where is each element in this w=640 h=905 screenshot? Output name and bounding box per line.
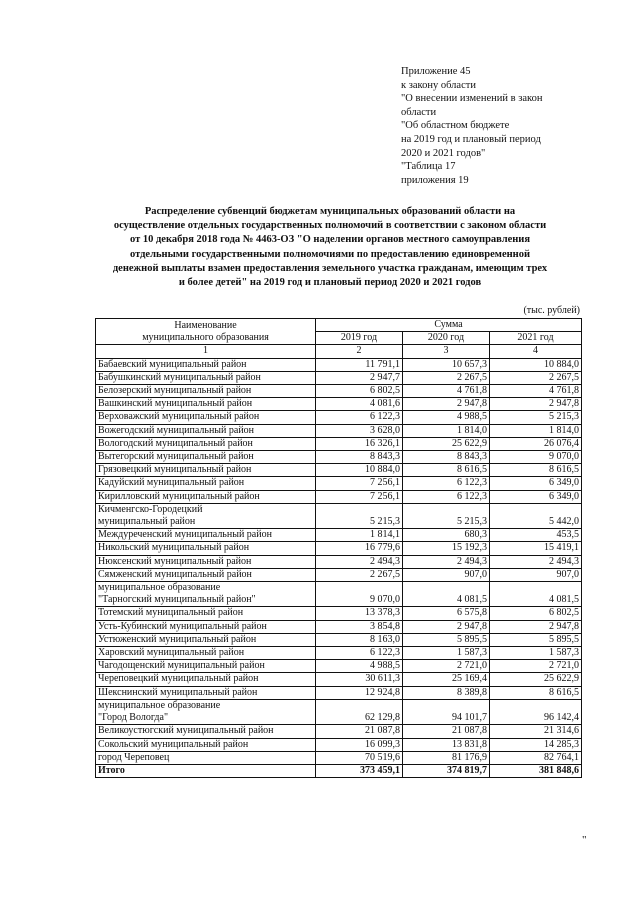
- value-2020: 6 575,8: [403, 607, 490, 620]
- value-2019: 9 070,0: [316, 582, 403, 607]
- header-name-line2: муниципального образования: [142, 332, 269, 344]
- value-2019: 70 519,6: [316, 751, 403, 764]
- municipality-name: [96, 555, 316, 568]
- value-2020: 2 267,5: [403, 371, 490, 384]
- value-2020: 680,3: [403, 529, 490, 542]
- appendix-block: [401, 65, 601, 187]
- value-2019: 3 854,8: [316, 620, 403, 633]
- appendix-line: на 2019 год и плановый период: [401, 133, 541, 145]
- total-2020: 374 819,7: [403, 764, 490, 777]
- value-2020: 25 169,4: [403, 673, 490, 686]
- value-2020: 21 087,8: [403, 725, 490, 738]
- value-2021: 453,5: [490, 529, 582, 542]
- table-row: [96, 424, 582, 437]
- table-row: [96, 607, 582, 620]
- value-2019: 30 611,3: [316, 673, 403, 686]
- municipality-name-line: Никольский муниципальный район: [98, 542, 250, 554]
- value-2021: 6 349,0: [490, 477, 582, 490]
- value-2021: 4 761,8: [490, 385, 582, 398]
- table-row: [96, 358, 582, 371]
- closing-quote: ": [582, 834, 587, 846]
- municipality-name: [96, 477, 316, 490]
- colnum-1: 1: [96, 345, 316, 358]
- municipality-name-line: Харовский муниципальный район: [98, 647, 245, 659]
- value-2019: 6 122,3: [316, 647, 403, 660]
- value-2019: 2 947,7: [316, 371, 403, 384]
- value-2021: 1 814,0: [490, 424, 582, 437]
- municipality-name: [96, 673, 316, 686]
- subvention-table: [95, 318, 582, 778]
- value-2020: 4 761,8: [403, 385, 490, 398]
- value-2020: 8 389,8: [403, 686, 490, 699]
- municipality-name: [96, 385, 316, 398]
- table-header-row: [96, 319, 582, 332]
- table-row: [96, 660, 582, 673]
- value-2021: 5 215,3: [490, 411, 582, 424]
- table-row: [96, 555, 582, 568]
- value-2021: 2 494,3: [490, 555, 582, 568]
- value-2020: 4 988,5: [403, 411, 490, 424]
- value-2021: 8 616,5: [490, 686, 582, 699]
- table-row: [96, 686, 582, 699]
- appendix-line: "Таблица 17: [401, 161, 456, 173]
- value-2021: 2 721,0: [490, 660, 582, 673]
- table-row: [96, 582, 582, 607]
- value-2021: 21 314,6: [490, 725, 582, 738]
- table-row: [96, 411, 582, 424]
- municipality-name-line: муниципальное образование: [98, 699, 221, 711]
- column-number-row: [96, 345, 582, 358]
- value-2019: 3 628,0: [316, 424, 403, 437]
- appendix-line: 2020 и 2021 годов": [401, 147, 486, 159]
- municipality-name-line: Череповецкий муниципальный район: [98, 673, 259, 685]
- value-2019: 11 791,1: [316, 358, 403, 371]
- value-2019: 16 326,1: [316, 437, 403, 450]
- value-2020: 2 947,8: [403, 620, 490, 633]
- municipality-name: [96, 633, 316, 646]
- table-row: [96, 398, 582, 411]
- municipality-name-line: Кичменгско-Городецкий: [98, 503, 203, 515]
- table-row: [96, 385, 582, 398]
- value-2021: 82 764,1: [490, 751, 582, 764]
- municipality-name: [96, 358, 316, 371]
- value-2021: 2 947,8: [490, 398, 582, 411]
- value-2021: 6 802,5: [490, 607, 582, 620]
- value-2021: 10 884,0: [490, 358, 582, 371]
- value-2021: 25 622,9: [490, 673, 582, 686]
- table-row: [96, 437, 582, 450]
- table-row: [96, 542, 582, 555]
- value-2019: 21 087,8: [316, 725, 403, 738]
- header-2021: 2021 год: [490, 332, 582, 345]
- table-row: [96, 738, 582, 751]
- value-2019: 8 163,0: [316, 633, 403, 646]
- colnum-4: 4: [490, 345, 582, 358]
- value-2020: 81 176,9: [403, 751, 490, 764]
- value-2021: 5 895,5: [490, 633, 582, 646]
- value-2019: 16 099,3: [316, 738, 403, 751]
- value-2020: 13 831,8: [403, 738, 490, 751]
- value-2020: 1 814,0: [403, 424, 490, 437]
- value-2021: 15 419,1: [490, 542, 582, 555]
- value-2019: 7 256,1: [316, 490, 403, 503]
- value-2020: 8 843,3: [403, 451, 490, 464]
- municipality-name-line: Бабушкинский муниципальный район: [98, 371, 261, 383]
- header-name: [96, 319, 316, 345]
- municipality-name: [96, 582, 316, 607]
- municipality-name: [96, 451, 316, 464]
- municipality-name: [96, 686, 316, 699]
- value-2020: 1 587,3: [403, 647, 490, 660]
- value-2020: 2 947,8: [403, 398, 490, 411]
- value-2021: 1 587,3: [490, 647, 582, 660]
- total-label: Итого: [96, 764, 316, 777]
- municipality-name: [96, 751, 316, 764]
- value-2019: 8 843,3: [316, 451, 403, 464]
- title-line: и более детей" на 2019 год и плановый период 2020 и 2021 годов: [178, 277, 482, 289]
- value-2020: 25 622,9: [403, 437, 490, 450]
- municipality-name: [96, 503, 316, 528]
- table-row: [96, 451, 582, 464]
- municipality-name-line: муниципальный район: [98, 516, 196, 528]
- table-row: [96, 529, 582, 542]
- header-2020: 2020 год: [403, 332, 490, 345]
- table-row: [96, 633, 582, 646]
- value-2021: 26 076,4: [490, 437, 582, 450]
- value-2019: 13 378,3: [316, 607, 403, 620]
- value-2019: 2 267,5: [316, 568, 403, 581]
- municipality-name: [96, 464, 316, 477]
- value-2020: 907,0: [403, 568, 490, 581]
- table-row: [96, 620, 582, 633]
- table-row: [96, 699, 582, 724]
- value-2021: 8 616,5: [490, 464, 582, 477]
- value-2021: 9 070,0: [490, 451, 582, 464]
- value-2020: 8 616,5: [403, 464, 490, 477]
- value-2019: 10 884,0: [316, 464, 403, 477]
- table-row: [96, 503, 582, 528]
- value-2020: 10 657,3: [403, 358, 490, 371]
- table-row: [96, 568, 582, 581]
- value-2021: 907,0: [490, 568, 582, 581]
- table-row: [96, 490, 582, 503]
- municipality-name: [96, 411, 316, 424]
- value-2019: 6 122,3: [316, 411, 403, 424]
- value-2020: 6 122,3: [403, 477, 490, 490]
- municipality-name: [96, 424, 316, 437]
- title-line: отдельными государственными полномочиями по предоставлению единовременной: [129, 248, 530, 260]
- municipality-name: [96, 371, 316, 384]
- table-row: [96, 673, 582, 686]
- title-line: осуществление отдельных государственных полномочий в соответствии с законом области: [113, 220, 547, 232]
- municipality-name-line: Шекснинский муниципальный район: [98, 686, 258, 698]
- municipality-name: [96, 568, 316, 581]
- value-2020: 6 122,3: [403, 490, 490, 503]
- appendix-line: к закону области: [401, 79, 476, 91]
- total-row: [96, 764, 582, 777]
- municipality-name-line: Устюженский муниципальный район: [98, 633, 257, 645]
- municipality-name: [96, 490, 316, 503]
- value-2021: 4 081,5: [490, 582, 582, 607]
- value-2020: 15 192,3: [403, 542, 490, 555]
- header-name-line1: Наименование: [174, 320, 237, 331]
- value-2020: 5 895,5: [403, 633, 490, 646]
- value-2019: 5 215,3: [316, 503, 403, 528]
- value-2019: 2 494,3: [316, 555, 403, 568]
- municipality-name-line: Вожегодский муниципальный район: [98, 424, 255, 436]
- value-2019: 1 814,1: [316, 529, 403, 542]
- municipality-name-line: муниципальное образование: [98, 582, 221, 594]
- value-2021: 5 442,0: [490, 503, 582, 528]
- municipality-name-line: Вытегорский муниципальный район: [98, 451, 254, 463]
- municipality-name-line: Великоустюгский муниципальный район: [98, 725, 274, 737]
- municipality-name-line: Верховажский муниципальный район: [98, 411, 260, 423]
- municipality-name: [96, 647, 316, 660]
- municipality-name-line: Кадуйский муниципальный район: [98, 477, 245, 489]
- title-line: Распределение субвенций бюджетам муниципальных образований области на: [144, 206, 516, 217]
- header-2019: 2019 год: [316, 332, 403, 345]
- colnum-2: 2: [316, 345, 403, 358]
- municipality-name: [96, 738, 316, 751]
- municipality-name: [96, 699, 316, 724]
- title-line: от 10 декабря 2018 года № 4463-ОЗ "О наделении органов местного самоуправления: [129, 234, 531, 246]
- municipality-name-line: Грязовецкий муниципальный район: [98, 464, 252, 476]
- value-2019: 7 256,1: [316, 477, 403, 490]
- title-line: денежной выплаты взамен предоставления земельного участка гражданам, имеющим трех: [112, 262, 548, 274]
- value-2020: 5 215,3: [403, 503, 490, 528]
- appendix-line: области: [401, 106, 437, 118]
- municipality-name-line: Усть-Кубинский муниципальный район: [98, 620, 267, 632]
- value-2021: 96 142,4: [490, 699, 582, 724]
- municipality-name: [96, 660, 316, 673]
- municipality-name: [96, 725, 316, 738]
- municipality-name-line: Сокольский муниципальный район: [98, 738, 249, 750]
- appendix-line: приложения 19: [401, 174, 469, 186]
- municipality-name-line: Белозерский муниципальный район: [98, 385, 252, 397]
- municipality-name-line: город Череповец: [98, 751, 170, 763]
- municipality-name: [96, 607, 316, 620]
- municipality-name-line: Междуреченский муниципальный район: [98, 529, 272, 541]
- value-2021: 2 267,5: [490, 371, 582, 384]
- municipality-name-line: Сямженский муниципальный район: [98, 568, 252, 580]
- value-2019: 62 129,8: [316, 699, 403, 724]
- value-2021: 2 947,8: [490, 620, 582, 633]
- value-2020: 94 101,7: [403, 699, 490, 724]
- appendix-line: "Об областном бюджете: [401, 120, 510, 132]
- value-2019: 4 988,5: [316, 660, 403, 673]
- municipality-name: [96, 542, 316, 555]
- municipality-name: [96, 620, 316, 633]
- municipality-name-line: Кирилловский муниципальный район: [98, 490, 260, 502]
- units-note: (тыс. рублей): [523, 305, 580, 316]
- table-row: [96, 751, 582, 764]
- table-row: [96, 371, 582, 384]
- value-2020: 4 081,5: [403, 582, 490, 607]
- total-2019: 373 459,1: [316, 764, 403, 777]
- municipality-name-line: Тотемский муниципальный район: [98, 607, 244, 619]
- value-2020: 2 494,3: [403, 555, 490, 568]
- header-sum: Сумма: [316, 319, 582, 332]
- municipality-name: [96, 398, 316, 411]
- table-row: [96, 464, 582, 477]
- value-2019: 12 924,8: [316, 686, 403, 699]
- value-2019: 16 779,6: [316, 542, 403, 555]
- municipality-name-line: Чагодощенский муниципальный район: [98, 660, 265, 672]
- value-2021: 14 285,3: [490, 738, 582, 751]
- appendix-line: Приложение 45: [401, 66, 471, 77]
- colnum-3: 3: [403, 345, 490, 358]
- value-2019: 6 802,5: [316, 385, 403, 398]
- municipality-name-line: Вологодский муниципальный район: [98, 437, 253, 449]
- table-row: [96, 477, 582, 490]
- table-row: [96, 647, 582, 660]
- municipality-name: [96, 437, 316, 450]
- municipality-name-line: Нюксенский муниципальный район: [98, 555, 252, 567]
- value-2020: 2 721,0: [403, 660, 490, 673]
- municipality-name: [96, 529, 316, 542]
- municipality-name-line: "Тарногский муниципальный район": [98, 594, 256, 606]
- value-2019: 4 081,6: [316, 398, 403, 411]
- total-2021: 381 848,6: [490, 764, 582, 777]
- municipality-name-line: "Город Вологда": [98, 712, 169, 724]
- municipality-name-line: Бабаевский муниципальный район: [98, 358, 247, 370]
- municipality-name-line: Вашкинский муниципальный район: [98, 398, 253, 410]
- document-title: [70, 205, 590, 290]
- table-row: [96, 725, 582, 738]
- appendix-line: "О внесении изменений в закон: [401, 93, 543, 105]
- value-2021: 6 349,0: [490, 490, 582, 503]
